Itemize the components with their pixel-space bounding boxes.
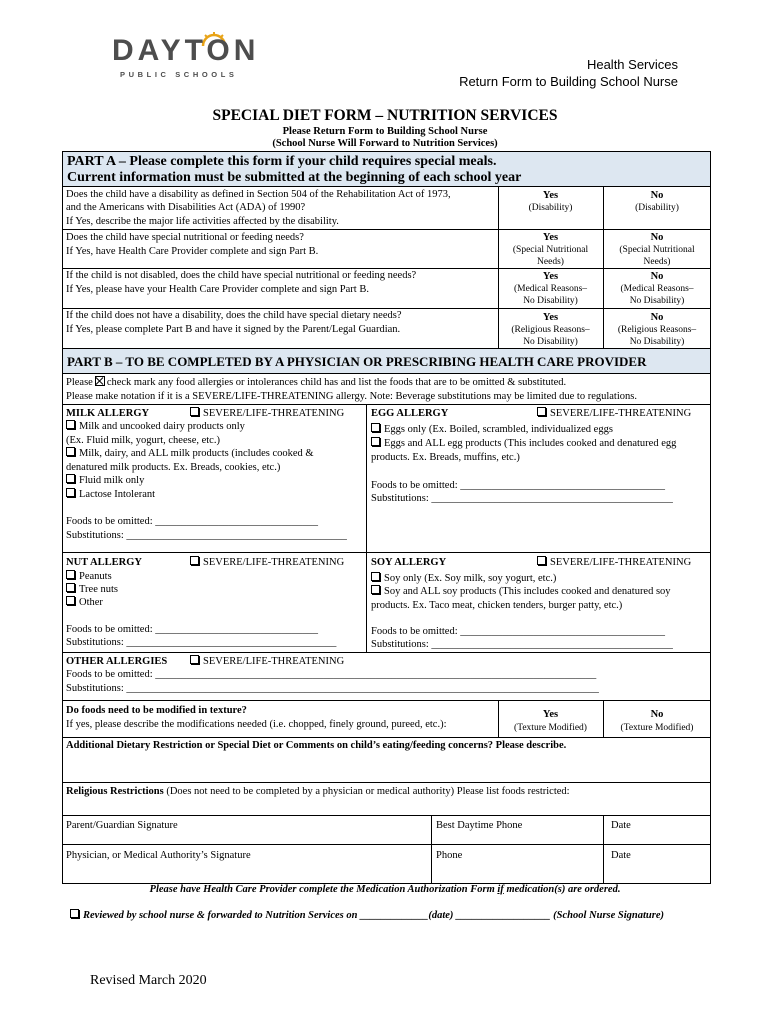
date-field-1[interactable]: Date (611, 820, 631, 831)
nut-option-1[interactable]: Peanuts (66, 570, 112, 583)
part-a-q4-yes-note-2: No Disability) (523, 337, 578, 347)
nurse-review-line[interactable]: Reviewed by school nurse & forwarded to Nutrition Services on _____________(date) __________________ (School Nurse Signature) (70, 909, 664, 922)
checkbox-icon (66, 447, 75, 456)
part-b-instruction-2: Please make notation if it is a SEVERE/LIFE-THREATENING allergy. Note: Beverage substitutions may be limited due to regulations. (66, 391, 637, 402)
medication-note: Please have Health Care Provider complete the Medication Authorization Form if medication(s) are ordered. (149, 884, 621, 895)
checkbox-icon (371, 437, 380, 446)
part-a-heading-2: Current information must be submitted at the beginning of each school year (67, 170, 522, 185)
phone-field[interactable]: Phone (436, 850, 463, 861)
soy-foods-omitted[interactable]: Foods to be omitted: _______________________________________ (371, 626, 665, 637)
milk-allergy-title: MILK ALLERGY (66, 408, 150, 419)
nut-allergy-title: NUT ALLERGY (66, 557, 142, 568)
texture-yes-note: (Texture Modified) (514, 723, 587, 733)
part-a-q2-yes[interactable]: Yes (542, 232, 559, 243)
milk-option-4[interactable]: Lactose Intolerant (66, 488, 155, 501)
checkbox-icon (371, 572, 380, 581)
egg-foods-omitted[interactable]: Foods to be omitted: _______________________________________ (371, 480, 665, 491)
milk-option-2-example: denatured milk products. Ex. Breads, cookies, etc.) (66, 462, 281, 473)
milk-substitutions[interactable]: Substitutions: __________________________________________ (66, 530, 347, 541)
milk-option-2[interactable]: Milk, dairy, and ALL milk products (includes cooked & (66, 447, 314, 460)
nut-severe-checkbox[interactable]: SEVERE/LIFE-THREATENING (190, 556, 344, 569)
part-a-q4-yes[interactable]: Yes (542, 312, 559, 323)
part-a-q2-no-note-1: (Special Nutritional (619, 245, 695, 255)
part-b-heading: PART B – TO BE COMPLETED BY A PHYSICIAN OR PRESCRIBING HEALTH CARE PROVIDER (67, 354, 647, 369)
soy-option-2[interactable]: Soy and ALL soy products (This includes cooked and denatured soy (371, 585, 671, 598)
part-a-q3-no[interactable]: No (650, 271, 664, 282)
header-info (459, 56, 678, 90)
other-allergies-title: OTHER ALLERGIES (66, 656, 168, 667)
egg-option-2[interactable]: Eggs and ALL egg products (This includes cooked and denatured egg (371, 437, 676, 450)
religious-restrictions-label: Religious Restrictions (Does not need to be completed by a physician or medical authority) Please list foods restricted: (66, 786, 570, 797)
checkbox-icon (537, 407, 546, 416)
milk-option-1-example: (Ex. Fluid milk, yogurt, cheese, etc.) (66, 435, 220, 446)
part-a-q4-line1: If the child does not have a disability, does the child have special dietary needs? (66, 310, 402, 321)
texture-no-note: (Texture Modified) (620, 723, 694, 733)
texture-description: If yes, please describe the modifications needed (i.e. chopped, finely ground, pureed, etc.): (66, 719, 447, 730)
checkbox-icon (66, 596, 75, 605)
soy-substitutions[interactable]: Substitutions: ______________________________________________ (371, 639, 673, 650)
part-a-q2-line1: Does the child have special nutritional or feeding needs? (66, 232, 304, 243)
form-subtitle-1: Please Return Form to Building School Nurse (282, 126, 488, 137)
part-a-q2-line2: If Yes, have Health Care Provider complete and sign Part B. (66, 246, 319, 257)
checkbox-icon (66, 488, 75, 497)
form-subtitle-2: (School Nurse Will Forward to Nutrition Services) (272, 138, 498, 149)
part-a-q2-no-note-2: Needs) (643, 257, 671, 267)
part-b-instruction-1: Please check mark any food allergies or intolerances child has and list the foods that are to be omitted & substituted. (66, 377, 567, 388)
texture-yes[interactable]: Yes (542, 709, 559, 720)
checkbox-icon (66, 420, 75, 429)
nut-option-2[interactable]: Tree nuts (66, 583, 118, 596)
part-a-q1-line3: If Yes, describe the major life activities affected by the disability. (66, 216, 339, 227)
logo-subtitle: PUBLIC SCHOOLS (120, 70, 238, 79)
checkbox-icon (66, 570, 75, 579)
part-a-q1-yes-note: (Disability) (528, 203, 573, 213)
part-a-q4-no[interactable]: No (650, 312, 664, 323)
part-a-q2-yes-note-1: (Special Nutritional (512, 245, 589, 255)
physician-signature-field[interactable]: Physician, or Medical Authority’s Signature (66, 850, 251, 861)
dayton-logo (112, 34, 262, 84)
egg-substitutions[interactable]: Substitutions: ______________________________________________ (371, 493, 673, 504)
part-a-q1-line2: and the Americans with Disabilities Act (ADA) of 1990? (66, 202, 306, 213)
milk-foods-omitted[interactable]: Foods to be omitted: _______________________________ (66, 516, 318, 527)
egg-option-2-example: products. Ex. Breads, muffins, etc.) (371, 452, 520, 463)
best-phone-field[interactable]: Best Daytime Phone (436, 820, 523, 831)
other-foods-omitted[interactable]: Foods to be omitted: ____________________________________________________________________________________ (66, 669, 597, 680)
part-a-q4-no-note-1: (Religious Reasons– (617, 325, 697, 335)
date-field-2[interactable]: Date (611, 850, 631, 861)
part-a-q3-no-note-2: No Disability) (629, 296, 685, 306)
soy-option-1[interactable]: Soy only (Ex. Soy milk, soy yogurt, etc.) (371, 572, 556, 585)
logo-wordmark: DAYTON (112, 34, 260, 67)
part-a-q3-yes[interactable]: Yes (542, 271, 559, 282)
nut-option-3[interactable]: Other (66, 596, 103, 609)
milk-option-1[interactable]: Milk and uncooked dairy products only (66, 420, 245, 433)
egg-allergy-title: EGG ALLERGY (371, 408, 449, 419)
egg-option-1[interactable]: Eggs only (Ex. Boiled, scrambled, individualized eggs (371, 423, 613, 436)
other-substitutions[interactable]: Substitutions: __________________________________________________________________________________________ (66, 683, 599, 694)
checkbox-icon (371, 585, 380, 594)
part-a-q3-line2: If Yes, please have your Health Care Provider complete and sign Part B. (66, 284, 369, 295)
part-a-q3-yes-note-2: No Disability) (523, 296, 578, 306)
part-a-q3-yes-note-1: (Medical Reasons– (513, 284, 588, 294)
checkbox-icon (190, 655, 199, 664)
header-line-2: Return Form to Building School Nurse (459, 74, 678, 89)
part-a-q3-line1: If the child is not disabled, does the child have special nutritional or feeding needs? (66, 270, 417, 281)
checkbox-icon (371, 423, 380, 432)
part-a-q2-no[interactable]: No (650, 232, 664, 243)
checkbox-icon (190, 556, 199, 565)
part-a-heading-1: PART A – Please complete this form if your child requires special meals. (67, 154, 497, 169)
additional-restrictions-label: Additional Dietary Restriction or Special Diet or Comments on child’s eating/feeding concerns? Please describe. (66, 740, 567, 751)
nut-foods-omitted[interactable]: Foods to be omitted: _______________________________ (66, 624, 318, 635)
part-a-q4-yes-note-1: (Religious Reasons– (511, 325, 590, 335)
nut-substitutions[interactable]: Substitutions: ________________________________________ (66, 637, 337, 648)
checkbox-icon (537, 556, 546, 565)
part-a-q1-line1: Does the child have a disability as defined in Section 504 of the Rehabilitation Act of 1973, (66, 189, 451, 200)
part-a-q3-no-note-1: (Medical Reasons– (620, 284, 694, 294)
parent-signature-field[interactable]: Parent/Guardian Signature (66, 820, 178, 831)
part-a-q1-no-note: (Disability) (635, 203, 679, 213)
revision-date: Revised March 2020 (90, 973, 207, 988)
checkbox-icon (70, 909, 79, 918)
milk-severe-checkbox[interactable]: SEVERE/LIFE-THREATENING (190, 407, 344, 420)
egg-severe-checkbox[interactable]: SEVERE/LIFE-THREATENING (537, 407, 691, 420)
texture-question: Do foods need to be modified in texture? (66, 705, 247, 716)
part-a-q4-line2: If Yes, please complete Part B and have it signed by the Parent/Legal Guardian. (66, 324, 401, 335)
soy-severe-checkbox[interactable]: SEVERE/LIFE-THREATENING (537, 556, 691, 569)
checkbox-icon (66, 583, 75, 592)
form-title: SPECIAL DIET FORM – NUTRITION SERVICES (212, 107, 558, 124)
header-line-1: Health Services (586, 57, 678, 72)
part-a-q2-yes-note-2: Needs) (537, 257, 564, 267)
other-severe-checkbox[interactable]: SEVERE/LIFE-THREATENING (190, 655, 344, 668)
checkbox-icon (190, 407, 199, 416)
part-a-q1-yes[interactable]: Yes (542, 190, 559, 201)
checked-box-icon (95, 376, 105, 386)
soy-option-2-example: products. Ex. Taco meat, chicken tenders, burger patty, etc.) (371, 600, 623, 611)
part-a-q1-no[interactable]: No (650, 190, 664, 201)
texture-no[interactable]: No (650, 709, 664, 720)
soy-allergy-title: SOY ALLERGY (371, 557, 447, 568)
part-a-q4-no-note-2: No Disability) (629, 337, 685, 347)
milk-option-3[interactable]: Fluid milk only (66, 474, 144, 487)
checkbox-icon (66, 474, 75, 483)
